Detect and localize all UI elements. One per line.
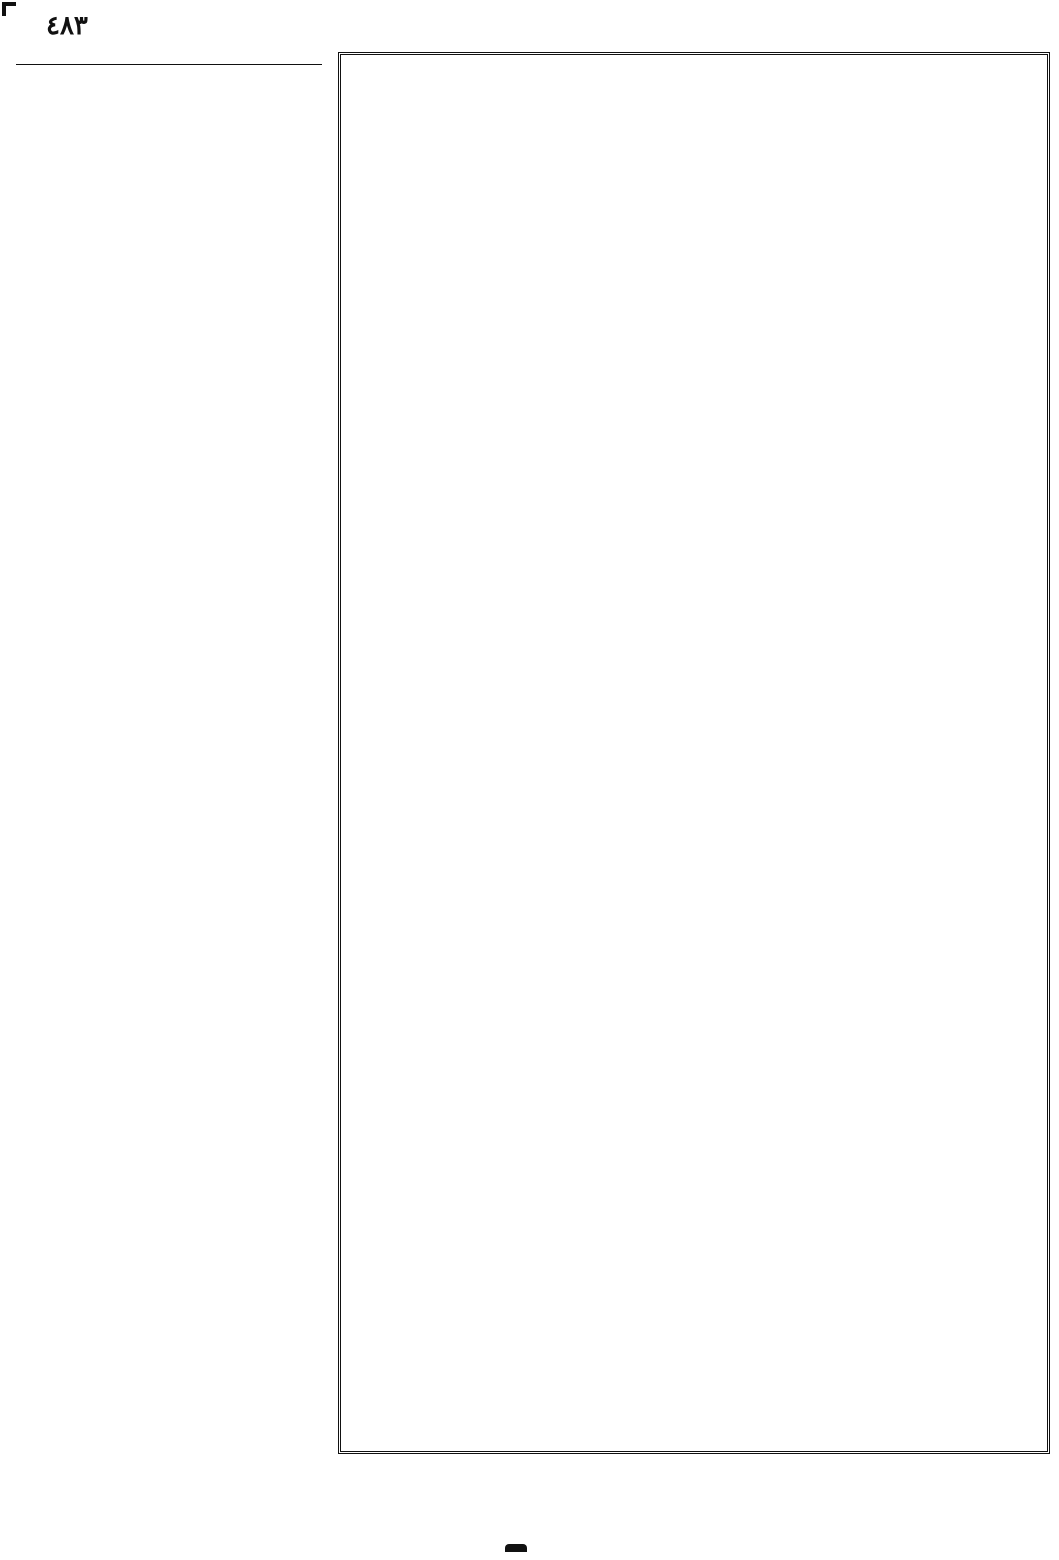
page-crease-mark <box>505 1544 527 1552</box>
page-number: ٤٨٣ <box>46 11 88 41</box>
bottom-line-text <box>20 1462 1045 1502</box>
margin-divider <box>16 64 322 65</box>
margin-column <box>10 52 328 1454</box>
running-head <box>40 4 1040 48</box>
main-commentary-block <box>338 52 1050 1454</box>
page-corner-mark <box>2 2 16 16</box>
